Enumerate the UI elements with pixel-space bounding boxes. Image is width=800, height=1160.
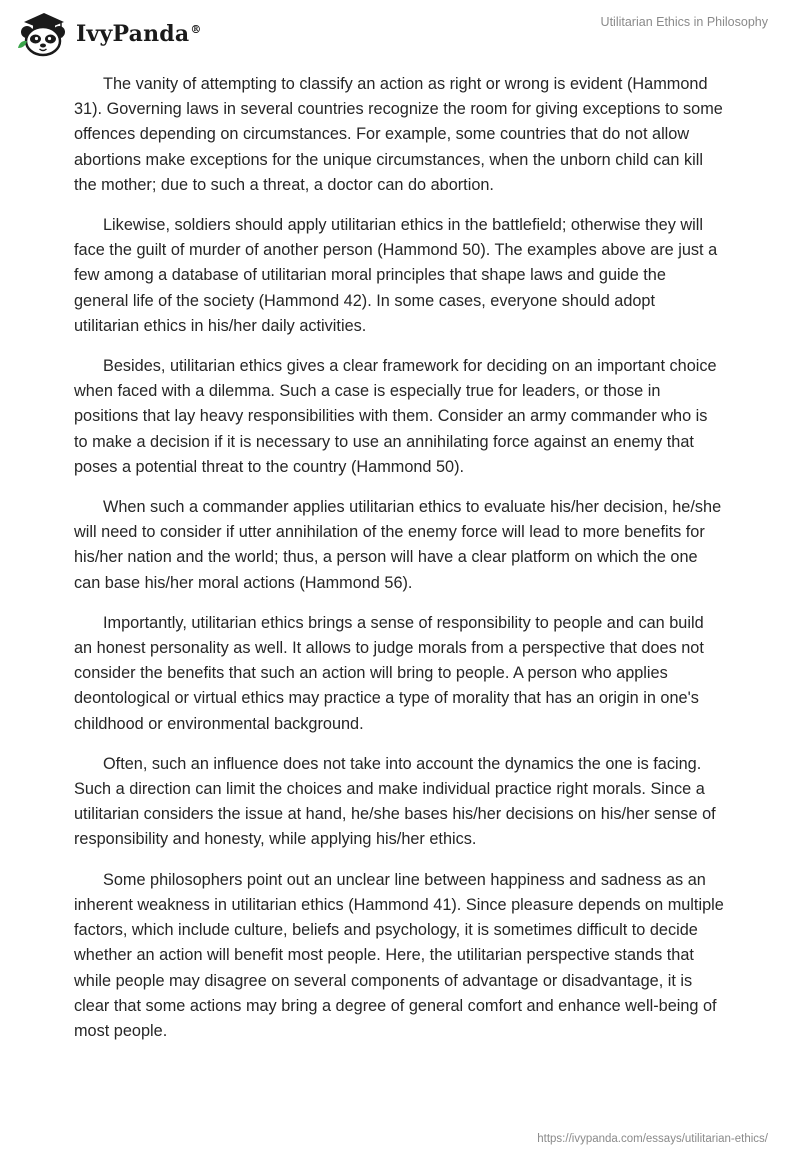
paragraph-1: The vanity of attempting to classify an action as right or wrong is evident (Hammond 31). Governing laws in several countries recognize the room for giving exceptions to some offences depending on circumstances. For example, some countries that do not allow abortions make exceptions for the unique circumstances, when the unborn child can kill the mother; due to such a threat, a doctor can do abortion. [74, 75, 723, 194]
registered-mark: ® [190, 22, 202, 36]
paragraph-4: When such a commander applies utilitarian ethics to evaluate his/her decision, he/she will need to consider if utter annihilation of the enemy force will lead to more benefits for his/her nation and the world; thus, a person will have a clear platform on which the one can base his/her moral actions (Hammond 56). [74, 498, 722, 592]
essay-body [74, 72, 724, 1059]
source-url[interactable]: https://ivypanda.com/essays/utilitarian-ethics/ [537, 1133, 768, 1145]
paragraph-6: Often, such an influence does not take into account the dynamics the one is facing. Such a direction can limit the choices and make individual practice right morals. Since a utilitarian considers the issue at hand, he/she bases his/her decisions on his/her sense of responsibility and honesty, while applying his/her ethics. [74, 754, 716, 849]
paragraph-5: Importantly, utilitarian ethics brings a sense of responsibility to people and can build an honest personality as well. It allows to judge morals from a perspective that does not consider the benefits that such an action will bring to people. A person who applies deontological or virtual ethics may practice a type of morality that has an origin in one's childhood or environmental background. [74, 613, 704, 733]
ivypanda-logo[interactable] [14, 10, 202, 58]
document-title: Utilitarian Ethics in Philosophy [600, 15, 768, 29]
paragraph-7: Some philosophers point out an unclear line between happiness and sadness as an inherent weakness in utilitarian ethics (Hammond 41). Since pleasure depends on multiple factors, which include culture, beliefs and psychology, it is sometimes difficult to decide whether an action will benefit most people. Here, the utilitarian perspective stands that while people may disagree on several components of advantage or disadvantage, it is clear that some actions may bring a degree of general comfort and enhance well-being of most people. [74, 870, 724, 1040]
panda-graduate-icon [14, 10, 72, 58]
page-header [0, 0, 800, 64]
brand-name: IvyPanda® [76, 21, 202, 47]
paragraph-3: Besides, utilitarian ethics gives a clear framework for deciding on an important choice when faced with a dilemma. Such a case is especially true for leaders, or those in positions that lay heavy responsibilities with them. Consider an army commander who is to make a decision if it is necessary to use an annihilating force against an enemy that poses a potential threat to the country (Hammond 50). [74, 357, 717, 476]
paragraph-2: Likewise, soldiers should apply utilitarian ethics in the battlefield; otherwise they will face the guilt of murder of another person (Hammond 50). The examples above are just a few among a database of utilitarian moral principles that shape laws and guide the general life of the society (Hammond 42). In some cases, everyone should adopt utilitarian ethics in his/her daily activities. [74, 216, 718, 335]
